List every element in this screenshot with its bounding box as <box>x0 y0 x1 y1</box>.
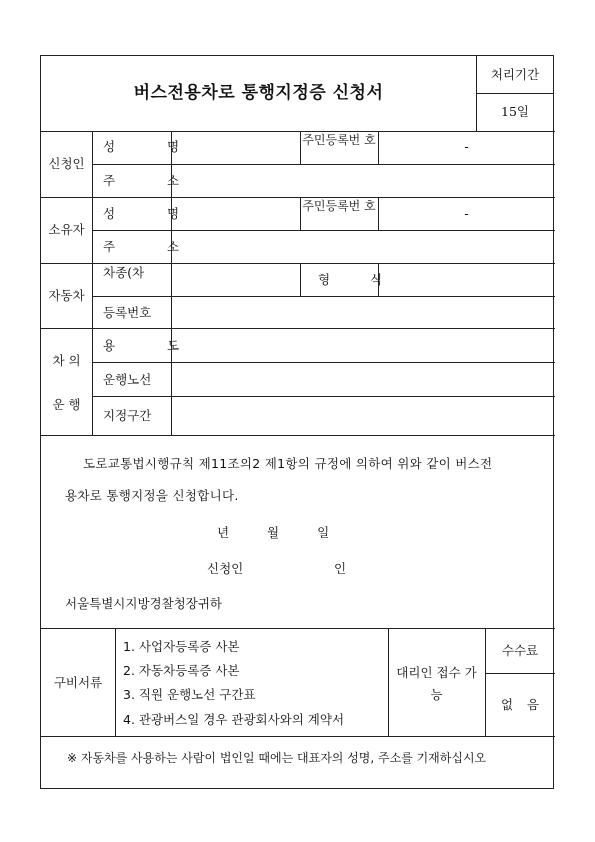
divider <box>92 362 555 363</box>
recipient: 서울특별시지방경찰청장귀하 <box>65 596 222 611</box>
applicant-rrn-field[interactable]: - <box>464 139 469 154</box>
use-field[interactable] <box>171 339 555 353</box>
section-label: 지정구간 <box>103 408 152 423</box>
section-field[interactable] <box>171 409 555 423</box>
vehicle-type-field[interactable] <box>171 273 300 287</box>
owner-address-label: 주 소 <box>103 239 204 254</box>
operation-group-label-line2: 운 행 <box>52 397 81 412</box>
applicant-group-label: 신청인 <box>48 156 85 171</box>
divider <box>92 296 555 297</box>
applicant-address-field[interactable] <box>171 174 555 188</box>
operation-group-label-line1: 차 의 <box>52 353 81 368</box>
divider <box>92 131 93 435</box>
use-label: 용 도 <box>103 338 204 353</box>
divider <box>388 628 389 736</box>
proxy-note-line2: 능 <box>430 687 443 702</box>
statement-line2: 용차로 통행지정을 신청합니다. <box>65 488 239 503</box>
divider <box>92 164 555 165</box>
owner-group-label: 소유자 <box>48 222 85 237</box>
vehicle-registration-label: 등록번호 <box>103 305 152 320</box>
divider <box>41 628 555 629</box>
statement-line1: 도로교통법시행규칙 제11조의2 제1항의 규정에 의하여 위와 같이 버스전 <box>83 456 493 471</box>
owner-name-label: 성 명 <box>103 206 204 221</box>
applicant-rrn-label: 주민등록번 호 <box>302 133 376 147</box>
divider <box>41 736 555 737</box>
document-item: 2. 자동차등록증 사본 <box>123 663 240 678</box>
applicant-name-label: 성 명 <box>103 139 204 154</box>
seal-label: 인 <box>334 561 347 576</box>
footnote: ※ 자동차를 사용하는 사람이 법인일 때에는 대표자의 성명, 주소를 기재하십시오 <box>67 751 487 765</box>
divider <box>115 628 116 736</box>
vehicle-group-label: 자동차 <box>48 288 85 303</box>
divider <box>92 396 555 397</box>
document-item: 1. 사업자등록증 사본 <box>123 639 240 654</box>
form-title: 버스전용차로 통행지정증 신청서 <box>133 83 384 103</box>
proxy-note-line1: 대리인 접수 가 <box>396 665 477 680</box>
document-item: 4. 관광버스일 경우 관광회사와의 계약서 <box>123 712 345 727</box>
divider <box>485 673 555 674</box>
vehicle-model-label: 형 식 <box>318 272 401 287</box>
documents-label: 구비서류 <box>53 675 103 690</box>
divider <box>476 93 554 94</box>
route-field[interactable] <box>171 373 555 387</box>
divider <box>41 197 555 198</box>
owner-name-field[interactable] <box>171 207 300 221</box>
divider <box>41 435 555 436</box>
route-label: 운행노선 <box>103 372 152 387</box>
divider <box>41 328 555 329</box>
owner-rrn-field[interactable]: - <box>464 206 469 221</box>
divider <box>41 263 555 264</box>
divider <box>41 131 555 132</box>
vehicle-model-field[interactable] <box>378 273 555 287</box>
processing-period-label: 처리기간 <box>490 67 540 82</box>
document-item: 3. 직원 운행노선 구간표 <box>123 687 256 702</box>
divider <box>92 230 555 231</box>
fee-label: 수수료 <box>501 643 539 658</box>
owner-address-field[interactable] <box>171 240 555 254</box>
applicant-name-field[interactable] <box>171 140 300 154</box>
applicant-address-label: 주 소 <box>103 173 204 188</box>
vehicle-type-label: 차종(차 <box>103 265 145 280</box>
vehicle-registration-field[interactable] <box>171 306 555 320</box>
signer-label: 신청인 <box>207 561 244 576</box>
date-line: 년 월 일 <box>217 525 330 540</box>
processing-period-value: 15일 <box>501 104 529 119</box>
application-form <box>40 55 554 789</box>
fee-value: 없 음 <box>500 697 540 712</box>
owner-rrn-label: 주민등록번 호 <box>302 199 376 213</box>
